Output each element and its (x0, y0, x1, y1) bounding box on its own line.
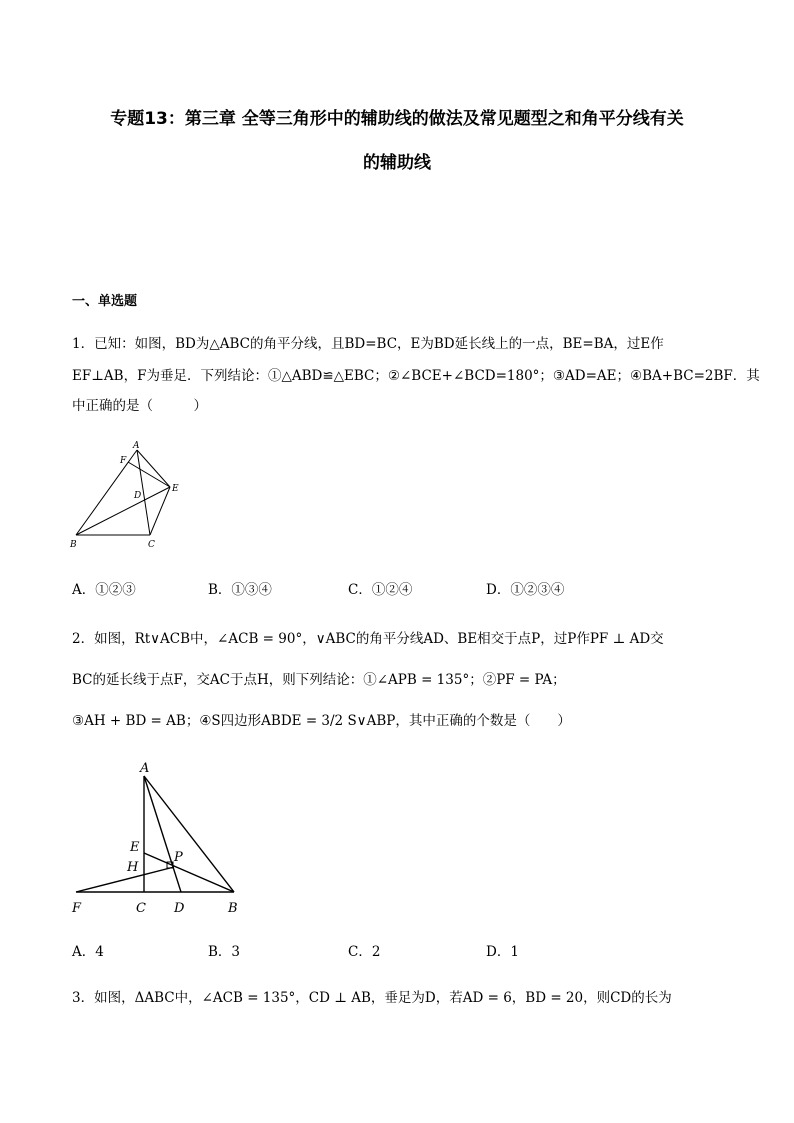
section-heading: 一、单选题 (72, 294, 138, 309)
q2-option-a[interactable]: A．4 (72, 944, 104, 960)
q2-text-line-1: 2．如图，Rt∨ACB中，∠ACB = 90°，∨ABC的角平分线AD、BE相交于点P，过P作PF ⊥ AD交 (72, 631, 664, 647)
q1-text-line-3: 中正确的是（ ） (72, 398, 207, 414)
q2-label-f: F (72, 901, 82, 916)
q2-label-e: E (130, 840, 140, 855)
q1-option-b[interactable]: B．①③④ (208, 582, 272, 598)
q1-label-d: D (134, 491, 142, 501)
q2-option-c[interactable]: C．2 (348, 944, 381, 960)
q1-label-a: A (133, 441, 140, 451)
q2-label-b: B (228, 901, 238, 916)
q1-figure (66, 436, 186, 556)
q1-label-b: B (70, 540, 77, 550)
q2-text-line-2: BC的延长线于点F，交AC于点H，则下列结论：①∠APB = 135°；②PF = PA； (72, 672, 566, 688)
q2-label-c: C (136, 901, 146, 916)
q2-option-b[interactable]: B．3 (208, 944, 241, 960)
q1-label-c: C (148, 540, 155, 550)
page-title-line-2: 的辅助线 (363, 153, 431, 173)
q1-text-line-2: EF⊥AB，F为垂足．下列结论：①△ABD≌△EBC；②∠BCE+∠BCD=180°；③AD=AE；④BA+BC=2BF．其 (72, 368, 760, 384)
q1-option-d[interactable]: D．①②③④ (486, 582, 565, 598)
q2-text-line-3: ③AH + BD = AB；④S四边形ABDE = 3/2 S∨ABP，其中正确的个数是（ ） (72, 713, 571, 729)
q3-text-line-1: 3．如图，ΔABC中，∠ACB = 135°，CD ⊥ AB，垂足为D，若AD = 6，BD = 20，则CD的长为 (72, 990, 672, 1006)
q2-label-d: D (174, 901, 185, 916)
q2-figure (64, 758, 254, 918)
q1-label-f: F (120, 456, 127, 466)
q1-label-e: E (172, 484, 179, 494)
q1-option-a[interactable]: A．①②③ (72, 582, 136, 598)
q1-text-line-1: 1．已知：如图，BD为△ABC的角平分线，且BD=BC，E为BD延长线上的一点，BE=BA，过E作 (72, 336, 664, 352)
q2-option-d[interactable]: D．1 (486, 944, 519, 960)
q2-label-h: H (127, 860, 139, 875)
q2-label-a: A (140, 761, 150, 776)
page-title-line-1: 专题13：第三章 全等三角形中的辅助线的做法及常见题型之和角平分线有关 (110, 109, 684, 129)
q1-option-c[interactable]: C．①②④ (348, 582, 413, 598)
q2-label-p: P (174, 850, 183, 865)
